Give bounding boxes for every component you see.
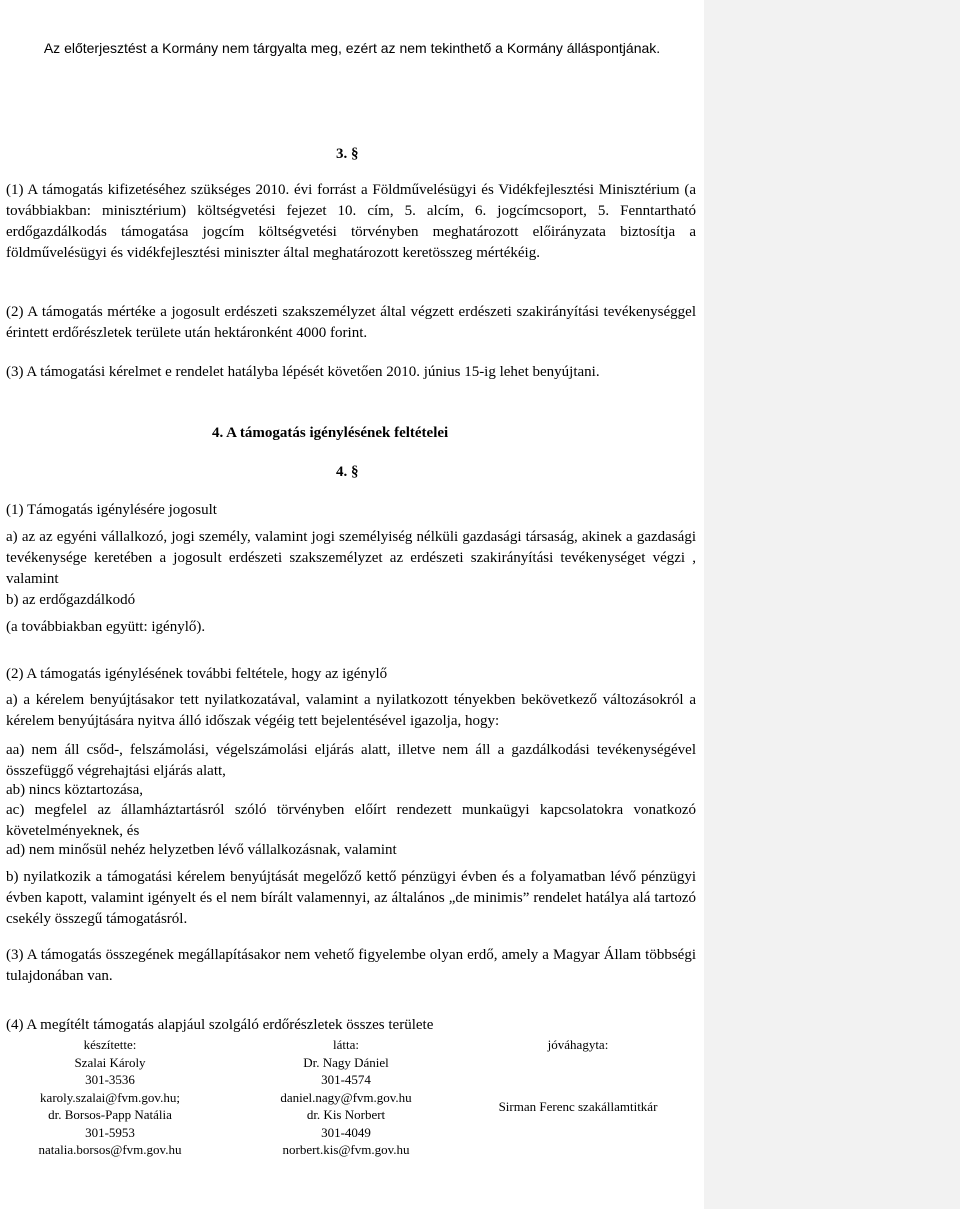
section-4-title: 4. A támogatás igénylésének feltételei bbox=[212, 425, 449, 441]
header-note: Az előterjesztést a Kormány nem tárgyalta meg, ezért az nem tekinthető a Kormány álláspontjának. bbox=[43, 40, 661, 56]
comment-margin-panel bbox=[704, 0, 960, 1209]
section-4-paragraph-1-intro: (1) Támogatás igénylésére jogosult bbox=[6, 502, 217, 518]
seen-line: dr. Kis Norbert bbox=[306, 1107, 386, 1122]
section-3-paragraph-3: (3) A támogatási kérelmet e rendelet hatályba lépését követően 2010. június 15-ig lehet benyújtani. bbox=[6, 364, 600, 380]
section-4-paragraph-3: (3) A támogatás összegének megállapításakor nem vehető figyelembe olyan erdő, amely a Magyar Állam többségi tulajdonában van. bbox=[6, 947, 696, 984]
section-4-paragraph-2-a: a) a kérelem benyújtásakor tett nyilatkozatával, valamint a nyilatkozott tényekben bekövetkező változásokról a kérelem benyújtására nyitva álló időszak végéig tett bejelentésével igazolja, hogy: bbox=[6, 692, 696, 729]
signature-block-seen bbox=[266, 1036, 426, 1159]
approved-label: jóváhagyta: bbox=[547, 1037, 609, 1052]
section-4-paragraph-4: (4) A megítélt támogatás alapjául szolgáló erdőrészletek összes területe bbox=[6, 1017, 434, 1033]
seen-email: norbert.kis@fvm.gov.hu bbox=[282, 1142, 410, 1157]
prepared-label: készítette: bbox=[83, 1037, 137, 1052]
section-4-paragraph-2-intro: (2) A támogatás igénylésének további feltétele, hogy az igénylő bbox=[6, 666, 388, 682]
seen-label: látta: bbox=[333, 1037, 359, 1052]
section-3-heading: 3. § bbox=[336, 146, 359, 162]
seen-line: 301-4574 bbox=[321, 1072, 371, 1087]
prepared-email: natalia.borsos@fvm.gov.hu bbox=[38, 1142, 182, 1157]
section-4-paragraph-1-b: b) az erdőgazdálkodó bbox=[6, 592, 136, 608]
section-4-paragraph-2-ad: ad) nem minősül nehéz helyzetben lévő vállalkozásnak, valamint bbox=[6, 842, 397, 858]
approved-name: Sirman Ferenc szakállamtitkár bbox=[498, 1098, 658, 1114]
seen-email: daniel.nagy@fvm.gov.hu bbox=[280, 1089, 412, 1105]
section-4-paragraph-1-c: (a továbbiakban együtt: igénylő). bbox=[6, 619, 206, 635]
section-3-paragraph-1: (1) A támogatás kifizetéséhez szükséges 2010. évi forrást a Földművelésügyi és Vidékfejlesztési Minisztérium (a továbbiakban: minisztérium) költségvetési fejezet 10. cím, 5. alcím, 6. jogcímcsoport, 5. Fenntartható erdőgazdálkodás támogatása jogcím költségvetési törvényben meghatározott előirányzata biztosítja a földművelésügyi és vidékfejlesztési miniszter által meghatározott keretösszeg mértékéig. bbox=[6, 182, 696, 261]
section-4-paragraph-2-aa: aa) nem áll csőd-, felszámolási, végelszámolási eljárás alatt, illetve nem áll a gazdálkodási tevékenységével összefüggő végrehajtási eljárás alatt, bbox=[6, 742, 696, 779]
section-4-paragraph-1-a: a) az az egyéni vállalkozó, jogi személy, valamint jogi személyiség nélküli gazdasági társaság, akinek a gazdasági tevékenysége keretében a jogosult erdészeti szakszemélyzet az erdészeti szakirányítási tevékenységet végzi , valamint bbox=[6, 529, 696, 587]
section-4-paragraph-2-ac: ac) megfelel az államháztartásról szóló törvényben előírt rendezett munkaügyi kapcsolatokra vonatkozó követelményeknek, és bbox=[6, 802, 696, 839]
section-4-paragraph-2-ab: ab) nincs köztartozása, bbox=[6, 782, 144, 798]
prepared-line: Szalai Károly bbox=[74, 1054, 146, 1070]
prepared-line: 301-3536 bbox=[85, 1072, 135, 1087]
section-4-heading: 4. § bbox=[336, 464, 359, 480]
prepared-email: karoly.szalai@fvm.gov.hu; bbox=[40, 1089, 180, 1105]
section-4-paragraph-2-b: b) nyilatkozik a támogatási kérelem benyújtását megelőző kettő pénzügyi évben és a folyamatban lévő pénzügyi évben kapott, valamint igényelt és el nem bírált valamennyi, az általános „de minimis” rendelet hatálya alá tartozó csekély összegű támogatásról. bbox=[6, 869, 696, 927]
prepared-line: 301-5953 bbox=[85, 1124, 135, 1140]
prepared-line: dr. Borsos-Papp Natália bbox=[48, 1107, 172, 1122]
signature-block-approved bbox=[488, 1036, 668, 1115]
section-3-paragraph-2: (2) A támogatás mértéke a jogosult erdészeti szakszemélyzet által végzett erdészeti szakirányítási tevékenységgel érintett erdőrészletek területe után hektáronként 4000 forint. bbox=[6, 304, 696, 341]
seen-line: Dr. Nagy Dániel bbox=[303, 1054, 389, 1070]
signature-block-prepared bbox=[30, 1036, 190, 1159]
seen-line: 301-4049 bbox=[321, 1124, 371, 1140]
